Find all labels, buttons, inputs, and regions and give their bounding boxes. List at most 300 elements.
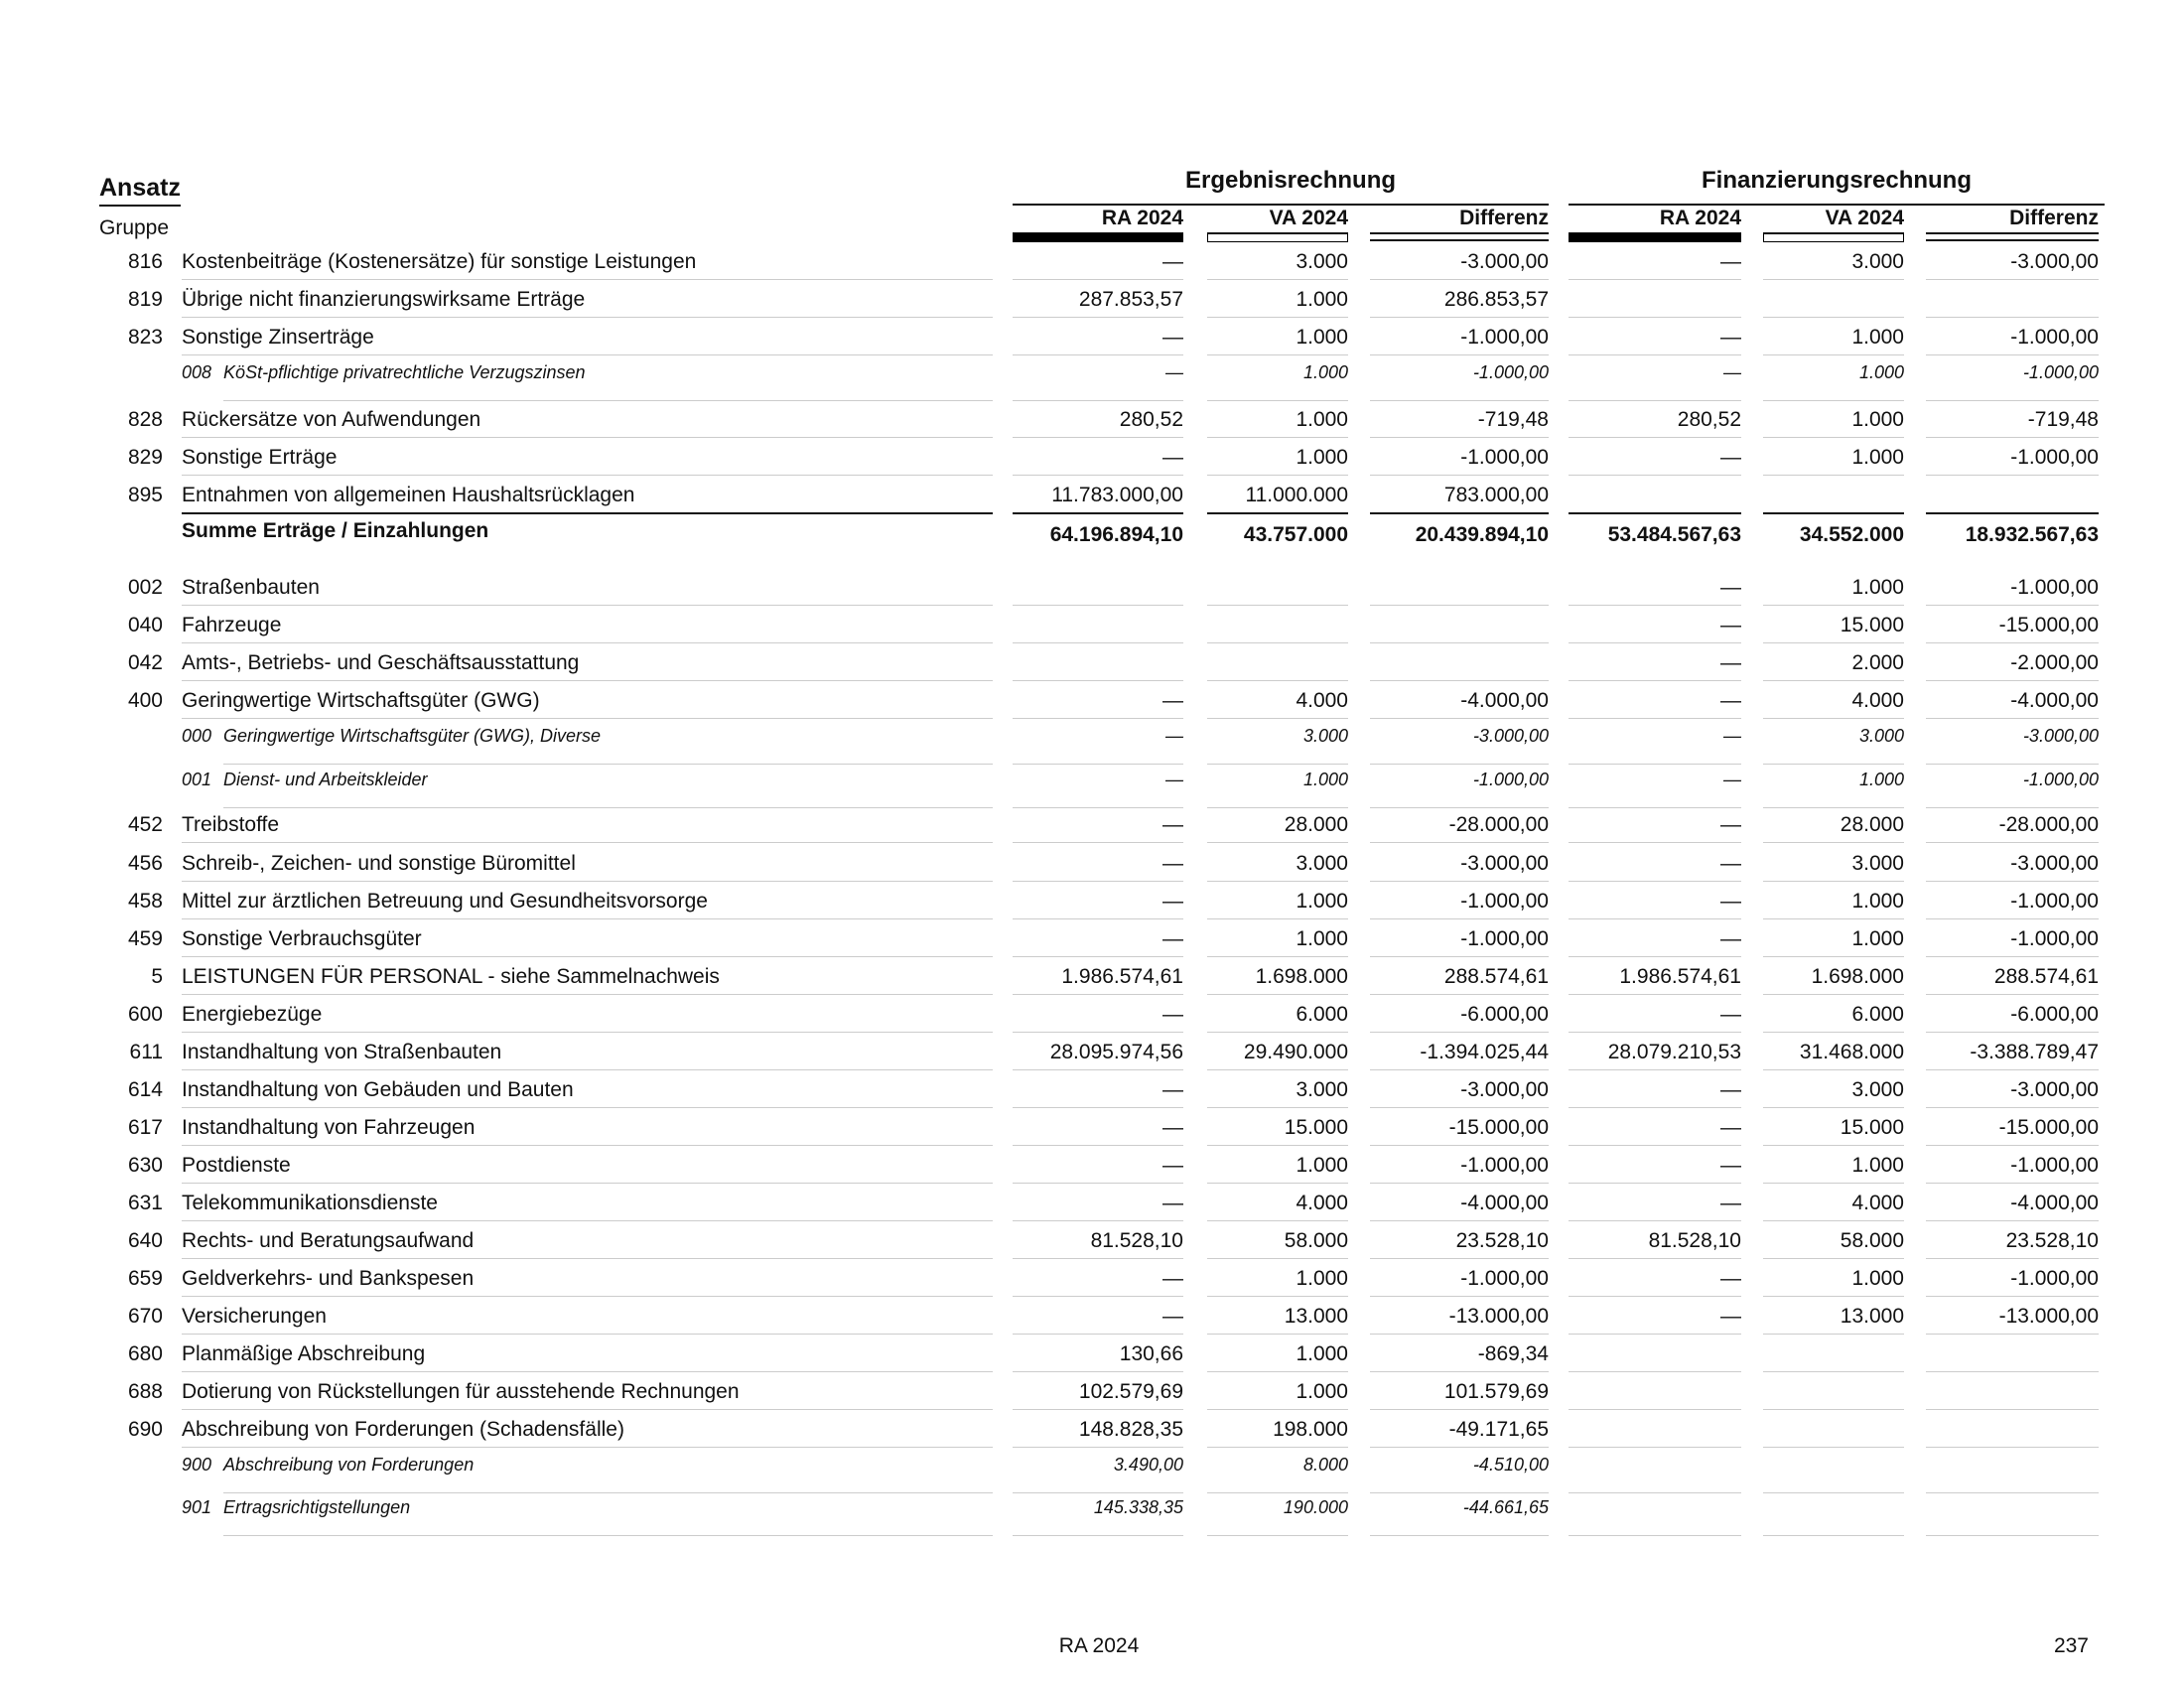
value-cell: — bbox=[1162, 446, 1183, 469]
account-code: 828 bbox=[127, 408, 163, 431]
value-cell: 1.000 bbox=[1851, 1267, 1904, 1290]
row-rule bbox=[182, 1334, 993, 1335]
account-label: Dienst- und Arbeitskleider bbox=[223, 770, 428, 789]
cell-rule bbox=[1370, 400, 1549, 401]
cell-rule bbox=[1370, 1032, 1549, 1033]
account-code: 040 bbox=[127, 614, 163, 636]
cell-rule bbox=[1763, 279, 1904, 280]
account-code: 456 bbox=[127, 852, 163, 875]
cell-rule bbox=[1370, 994, 1549, 995]
account-label-cell bbox=[182, 288, 585, 312]
cell-rule bbox=[1763, 680, 1904, 681]
account-label: Rückersätze von Aufwendungen bbox=[182, 408, 481, 431]
account-label: Amts-, Betriebs- und Geschäftsausstattung bbox=[182, 651, 580, 674]
value-cell: — bbox=[1720, 1003, 1741, 1026]
value-cell: 20.439.894,10 bbox=[1415, 523, 1549, 546]
cell-rule bbox=[1013, 512, 1183, 514]
cell-rule bbox=[1763, 1409, 1904, 1410]
cell-rule bbox=[1763, 512, 1904, 514]
value-cell: -3.000,00 bbox=[2010, 852, 2099, 875]
account-code: 690 bbox=[127, 1418, 163, 1441]
group-title-ergebnisrechnung: Ergebnisrechnung bbox=[1184, 167, 1397, 194]
account-label: Straßenbauten bbox=[182, 576, 320, 599]
cell-rule bbox=[1013, 1492, 1183, 1493]
account-label-cell bbox=[182, 326, 374, 350]
account-label-cell bbox=[182, 927, 422, 951]
group-title-finanzierungsrechnung: Finanzierungsrechnung bbox=[1701, 167, 1972, 194]
account-code: 640 bbox=[127, 1229, 163, 1252]
cell-rule bbox=[1569, 475, 1741, 476]
cell-rule bbox=[1370, 437, 1549, 438]
value-cell: 288.574,61 bbox=[1993, 965, 2099, 988]
cell-rule bbox=[1569, 437, 1741, 438]
account-label-cell bbox=[182, 1041, 501, 1064]
cell-rule bbox=[1569, 1447, 1741, 1448]
value-cell: -1.000,00 bbox=[1460, 890, 1549, 913]
value-cell: 4.000 bbox=[1851, 689, 1904, 712]
value-cell: -13.000,00 bbox=[1448, 1305, 1549, 1328]
cell-rule bbox=[1569, 1334, 1741, 1335]
account-code: 611 bbox=[129, 1041, 163, 1063]
cell-rule bbox=[1926, 279, 2099, 280]
value-cell: -1.394.025,44 bbox=[1420, 1041, 1549, 1063]
cell-rule bbox=[1370, 1183, 1549, 1184]
value-cell: — bbox=[1720, 1078, 1741, 1101]
cell-rule bbox=[1569, 1371, 1741, 1372]
account-label-cell bbox=[182, 1116, 475, 1140]
cell-rule bbox=[1013, 1535, 1183, 1536]
value-cell: -1.000,00 bbox=[1460, 326, 1549, 349]
cell-rule bbox=[1569, 1296, 1741, 1297]
cell-rule bbox=[1207, 1069, 1348, 1070]
value-cell: — bbox=[1720, 1116, 1741, 1139]
row-rule bbox=[182, 317, 993, 318]
cell-rule bbox=[1763, 956, 1904, 957]
cell-rule bbox=[1207, 1145, 1348, 1146]
cell-rule bbox=[1013, 642, 1183, 643]
cell-rule bbox=[1569, 918, 1741, 919]
value-cell: -13.000,00 bbox=[1998, 1305, 2099, 1328]
value-cell: 13.000 bbox=[1284, 1305, 1348, 1328]
account-label: Summe Erträge / Einzahlungen bbox=[182, 519, 489, 542]
cell-rule bbox=[1013, 1447, 1183, 1448]
account-label-cell bbox=[182, 1192, 438, 1215]
account-code: 680 bbox=[127, 1342, 163, 1365]
value-cell: 1.000 bbox=[1851, 408, 1904, 431]
cell-rule bbox=[1763, 1535, 1904, 1536]
cell-rule bbox=[1370, 279, 1549, 280]
cell-rule bbox=[1370, 317, 1549, 318]
cell-rule bbox=[1013, 1409, 1183, 1410]
value-cell: 81.528,10 bbox=[1648, 1229, 1741, 1252]
col-head-ergebnis-ra: RA 2024 bbox=[1013, 207, 1183, 234]
cell-rule bbox=[1207, 1334, 1348, 1335]
cell-rule bbox=[1370, 718, 1549, 719]
account-label-cell bbox=[182, 890, 708, 914]
value-cell: — bbox=[1720, 689, 1741, 712]
value-cell: 64.196.894,10 bbox=[1049, 523, 1183, 546]
row-rule bbox=[182, 918, 993, 919]
value-cell: — bbox=[1723, 362, 1741, 382]
value-cell: 286.853,57 bbox=[1443, 288, 1549, 311]
value-cell: — bbox=[1720, 1267, 1741, 1290]
cell-rule bbox=[1569, 1258, 1741, 1259]
cell-rule bbox=[1370, 475, 1549, 476]
cell-rule bbox=[1370, 642, 1549, 643]
value-cell: 3.490,00 bbox=[1113, 1455, 1183, 1475]
cell-rule bbox=[1763, 1220, 1904, 1221]
cell-rule bbox=[1926, 354, 2099, 355]
cell-rule bbox=[1370, 605, 1549, 606]
cell-rule bbox=[1763, 881, 1904, 882]
value-cell: -1.000,00 bbox=[2010, 326, 2099, 349]
account-label-cell bbox=[182, 770, 427, 790]
gruppe-heading: Gruppe bbox=[99, 216, 170, 239]
value-cell: 1.000 bbox=[1296, 446, 1348, 469]
value-cell: -3.388.789,47 bbox=[1970, 1041, 2099, 1063]
cell-rule bbox=[1569, 1032, 1741, 1033]
row-rule bbox=[182, 279, 993, 280]
value-cell: -3.000,00 bbox=[2010, 1078, 2099, 1101]
value-cell: — bbox=[1720, 1192, 1741, 1214]
row-rule bbox=[182, 1220, 993, 1221]
value-cell: 101.579,69 bbox=[1443, 1380, 1549, 1403]
cell-rule bbox=[1569, 881, 1741, 882]
account-label: Ertragsrichtigstellungen bbox=[223, 1497, 411, 1517]
cell-rule bbox=[1013, 1220, 1183, 1221]
cell-rule bbox=[1207, 354, 1348, 355]
value-cell: 1.000 bbox=[1302, 770, 1348, 789]
account-label: Schreib-, Zeichen- und sonstige Büromittel bbox=[182, 852, 576, 875]
cell-rule bbox=[1926, 1183, 2099, 1184]
account-label: Geldverkehrs- und Bankspesen bbox=[182, 1267, 475, 1290]
cell-rule bbox=[1569, 1183, 1741, 1184]
account-label: Mittel zur ärztlichen Betreuung und Gesundheitsvorsorge bbox=[182, 890, 708, 913]
cell-rule bbox=[1569, 718, 1741, 719]
account-label: Entnahmen von allgemeinen Haushaltsrücklagen bbox=[182, 484, 635, 506]
value-cell: 1.000 bbox=[1296, 408, 1348, 431]
cell-rule bbox=[1569, 1107, 1741, 1108]
cell-rule bbox=[1207, 1409, 1348, 1410]
value-cell: 1.000 bbox=[1296, 1342, 1348, 1365]
cell-rule bbox=[1926, 842, 2099, 843]
cell-rule bbox=[1013, 1069, 1183, 1070]
cell-rule bbox=[1926, 1220, 2099, 1221]
row-rule bbox=[182, 1296, 993, 1297]
value-cell: -4.510,00 bbox=[1472, 1455, 1549, 1475]
sub-code: 001 bbox=[182, 770, 212, 789]
cell-rule bbox=[1013, 400, 1183, 401]
cell-rule bbox=[1763, 475, 1904, 476]
account-label: Sonstige Erträge bbox=[182, 446, 338, 469]
cell-rule bbox=[1569, 279, 1741, 280]
cell-rule bbox=[1569, 1535, 1741, 1536]
cell-rule bbox=[1763, 1069, 1904, 1070]
account-label-cell bbox=[182, 1154, 291, 1178]
cell-rule bbox=[1013, 1371, 1183, 1372]
cell-rule bbox=[1926, 475, 2099, 476]
value-cell: 4.000 bbox=[1851, 1192, 1904, 1214]
cell-rule bbox=[1207, 642, 1348, 643]
row-rule bbox=[182, 881, 993, 882]
value-cell: 81.528,10 bbox=[1090, 1229, 1183, 1252]
cell-rule bbox=[1569, 680, 1741, 681]
row-rule bbox=[223, 807, 993, 808]
value-cell: -28.000,00 bbox=[1998, 813, 2099, 836]
cell-rule bbox=[1013, 605, 1183, 606]
cell-rule bbox=[1207, 1447, 1348, 1448]
value-cell: 1.000 bbox=[1302, 362, 1348, 382]
cell-rule bbox=[1763, 605, 1904, 606]
value-cell: 31.468.000 bbox=[1799, 1041, 1904, 1063]
row-rule bbox=[182, 718, 993, 719]
account-label: Postdienste bbox=[182, 1154, 291, 1177]
value-cell: -1.000,00 bbox=[2022, 362, 2099, 382]
cell-rule bbox=[1013, 1107, 1183, 1108]
value-cell: 3.000 bbox=[1858, 726, 1904, 746]
value-cell: 148.828,35 bbox=[1078, 1418, 1183, 1441]
row-rule bbox=[182, 354, 993, 355]
account-label-cell bbox=[182, 250, 696, 274]
value-cell: — bbox=[1720, 1154, 1741, 1177]
cell-rule bbox=[1926, 807, 2099, 808]
cell-rule bbox=[1370, 1296, 1549, 1297]
cell-rule bbox=[1207, 764, 1348, 765]
value-cell: 1.000 bbox=[1858, 362, 1904, 382]
cell-rule bbox=[1013, 317, 1183, 318]
value-cell: 58.000 bbox=[1284, 1229, 1348, 1252]
value-cell: 130,66 bbox=[1119, 1342, 1183, 1365]
value-cell: -28.000,00 bbox=[1448, 813, 1549, 836]
cell-rule bbox=[1013, 1258, 1183, 1259]
account-label: Geringwertige Wirtschaftsgüter (GWG), Diverse bbox=[223, 726, 601, 746]
cell-rule bbox=[1926, 764, 2099, 765]
cell-rule bbox=[1207, 918, 1348, 919]
row-rule bbox=[182, 475, 993, 476]
cell-rule bbox=[1763, 1334, 1904, 1335]
row-rule bbox=[182, 680, 993, 681]
cell-rule bbox=[1207, 1258, 1348, 1259]
value-cell: 15.000 bbox=[1840, 1116, 1904, 1139]
value-cell: 28.079.210,53 bbox=[1607, 1041, 1741, 1063]
cell-rule bbox=[1207, 1183, 1348, 1184]
cell-rule bbox=[1763, 994, 1904, 995]
cell-rule bbox=[1926, 1258, 2099, 1259]
page-number: 237 bbox=[2053, 1634, 2089, 1657]
value-cell: — bbox=[1162, 1305, 1183, 1328]
cell-rule bbox=[1569, 956, 1741, 957]
cell-rule bbox=[1207, 1371, 1348, 1372]
account-label: Versicherungen bbox=[182, 1305, 327, 1328]
value-cell: -1.000,00 bbox=[1460, 1267, 1549, 1290]
row-rule bbox=[182, 512, 993, 514]
cell-rule bbox=[1013, 807, 1183, 808]
account-code: 452 bbox=[127, 813, 163, 836]
cell-rule bbox=[1926, 642, 2099, 643]
cell-rule bbox=[1013, 1032, 1183, 1033]
row-rule bbox=[182, 1069, 993, 1070]
value-cell: — bbox=[1720, 927, 1741, 950]
cell-rule bbox=[1207, 279, 1348, 280]
row-rule bbox=[223, 1535, 993, 1536]
cell-rule bbox=[1013, 918, 1183, 919]
value-cell: -1.000,00 bbox=[1472, 770, 1549, 789]
cell-rule bbox=[1926, 512, 2099, 514]
account-code: 400 bbox=[127, 689, 163, 712]
value-cell: 1.698.000 bbox=[1811, 965, 1904, 988]
value-cell: — bbox=[1720, 813, 1741, 836]
account-label: Energiebezüge bbox=[182, 1003, 323, 1026]
account-code: 895 bbox=[127, 484, 163, 506]
account-code: 630 bbox=[127, 1154, 163, 1177]
value-cell: — bbox=[1162, 1003, 1183, 1026]
cell-rule bbox=[1926, 1371, 2099, 1372]
value-cell: 3.000 bbox=[1296, 1078, 1348, 1101]
cell-rule bbox=[1763, 718, 1904, 719]
account-label: Abschreibung von Forderungen bbox=[223, 1455, 475, 1475]
value-cell: 15.000 bbox=[1840, 614, 1904, 636]
value-cell: -3.000,00 bbox=[1460, 1078, 1549, 1101]
row-rule bbox=[182, 994, 993, 995]
value-cell: 280,52 bbox=[1119, 408, 1183, 431]
account-code: 5 bbox=[151, 965, 163, 988]
value-cell: 280,52 bbox=[1677, 408, 1741, 431]
value-cell: 23.528,10 bbox=[1455, 1229, 1549, 1252]
cell-rule bbox=[1763, 1492, 1904, 1493]
cell-rule bbox=[1370, 1145, 1549, 1146]
value-cell: 198.000 bbox=[1273, 1418, 1348, 1441]
cell-rule bbox=[1370, 1220, 1549, 1221]
account-code: 458 bbox=[127, 890, 163, 913]
row-rule bbox=[182, 956, 993, 957]
sub-code: 008 bbox=[182, 362, 212, 382]
cell-rule bbox=[1763, 807, 1904, 808]
value-cell: 28.095.974,56 bbox=[1049, 1041, 1183, 1063]
account-label-cell bbox=[182, 1380, 740, 1404]
cell-rule bbox=[1569, 317, 1741, 318]
cell-rule bbox=[1207, 437, 1348, 438]
value-cell: -3.000,00 bbox=[2010, 250, 2099, 273]
value-cell: 29.490.000 bbox=[1243, 1041, 1348, 1063]
value-cell: 6.000 bbox=[1296, 1003, 1348, 1026]
cell-rule bbox=[1370, 1069, 1549, 1070]
sub-code: 901 bbox=[182, 1497, 212, 1517]
row-rule bbox=[223, 400, 993, 401]
value-cell: — bbox=[1162, 1267, 1183, 1290]
cell-rule bbox=[1207, 475, 1348, 476]
account-label-cell bbox=[182, 726, 601, 747]
cell-rule bbox=[1013, 279, 1183, 280]
value-cell: 3.000 bbox=[1296, 852, 1348, 875]
cell-rule bbox=[1013, 437, 1183, 438]
account-label-cell bbox=[182, 362, 586, 383]
account-code: 816 bbox=[127, 250, 163, 273]
cell-rule bbox=[1370, 512, 1549, 514]
value-cell: -3.000,00 bbox=[1460, 250, 1549, 273]
cell-rule bbox=[1207, 400, 1348, 401]
value-cell: -6.000,00 bbox=[2010, 1003, 2099, 1026]
cell-rule bbox=[1569, 1492, 1741, 1493]
value-cell: -15.000,00 bbox=[1998, 1116, 2099, 1139]
cell-rule bbox=[1926, 1032, 2099, 1033]
cell-rule bbox=[1013, 475, 1183, 476]
account-label: Rechts- und Beratungsaufwand bbox=[182, 1229, 475, 1252]
cell-rule bbox=[1926, 1296, 2099, 1297]
cell-rule bbox=[1569, 1069, 1741, 1070]
account-code: 823 bbox=[127, 326, 163, 349]
value-cell: 145.338,35 bbox=[1093, 1497, 1183, 1517]
row-rule bbox=[182, 1032, 993, 1033]
legend-bar-thin bbox=[1926, 239, 2099, 241]
row-rule bbox=[182, 1371, 993, 1372]
cell-rule bbox=[1763, 1145, 1904, 1146]
cell-rule bbox=[1013, 994, 1183, 995]
account-code: 459 bbox=[127, 927, 163, 950]
col-head-ergebnis-diff: Differenz bbox=[1370, 207, 1549, 234]
value-cell: — bbox=[1162, 250, 1183, 273]
cell-rule bbox=[1013, 680, 1183, 681]
account-code: 659 bbox=[127, 1267, 163, 1290]
account-label: Dotierung von Rückstellungen für ausstehende Rechnungen bbox=[182, 1380, 740, 1403]
value-cell: 1.000 bbox=[1858, 770, 1904, 789]
value-cell: — bbox=[1162, 813, 1183, 836]
cell-rule bbox=[1013, 842, 1183, 843]
account-label: Sonstige Zinserträge bbox=[182, 326, 374, 349]
cell-rule bbox=[1370, 1447, 1549, 1448]
cell-rule bbox=[1370, 1258, 1549, 1259]
value-cell: 58.000 bbox=[1840, 1229, 1904, 1252]
cell-rule bbox=[1370, 354, 1549, 355]
value-cell: 3.000 bbox=[1851, 852, 1904, 875]
cell-rule bbox=[1013, 956, 1183, 957]
cell-rule bbox=[1207, 1032, 1348, 1033]
cell-rule bbox=[1763, 1258, 1904, 1259]
cell-rule bbox=[1569, 1220, 1741, 1221]
account-label: Treibstoffe bbox=[182, 813, 280, 836]
legend-bar-outline bbox=[1763, 233, 1904, 242]
value-cell: -4.000,00 bbox=[2010, 689, 2099, 712]
value-cell: 4.000 bbox=[1296, 1192, 1348, 1214]
cell-rule bbox=[1926, 1145, 2099, 1146]
value-cell: 23.528,10 bbox=[2005, 1229, 2099, 1252]
account-label: Instandhaltung von Straßenbauten bbox=[182, 1041, 502, 1063]
account-code: 829 bbox=[127, 446, 163, 469]
value-cell: 1.000 bbox=[1296, 1154, 1348, 1177]
value-cell: — bbox=[1723, 726, 1741, 746]
cell-rule bbox=[1763, 317, 1904, 318]
value-cell: -2.000,00 bbox=[2010, 651, 2099, 674]
value-cell: 1.000 bbox=[1851, 326, 1904, 349]
account-label-cell bbox=[182, 1305, 327, 1329]
value-cell: -15.000,00 bbox=[1998, 614, 2099, 636]
account-code: 819 bbox=[127, 288, 163, 311]
value-cell: -1.000,00 bbox=[1460, 1154, 1549, 1177]
account-label-cell bbox=[182, 1229, 474, 1253]
cell-rule bbox=[1926, 317, 2099, 318]
cell-rule bbox=[1013, 764, 1183, 765]
value-cell: 1.000 bbox=[1296, 1380, 1348, 1403]
value-cell: 4.000 bbox=[1296, 689, 1348, 712]
account-label-cell bbox=[182, 689, 540, 713]
value-cell: — bbox=[1162, 1116, 1183, 1139]
cell-rule bbox=[1207, 1107, 1348, 1108]
value-cell: 2.000 bbox=[1851, 651, 1904, 674]
cell-rule bbox=[1370, 1107, 1549, 1108]
cell-rule bbox=[1926, 1409, 2099, 1410]
value-cell: 1.698.000 bbox=[1255, 965, 1348, 988]
account-label-cell bbox=[182, 484, 634, 507]
value-cell: 1.000 bbox=[1296, 1267, 1348, 1290]
